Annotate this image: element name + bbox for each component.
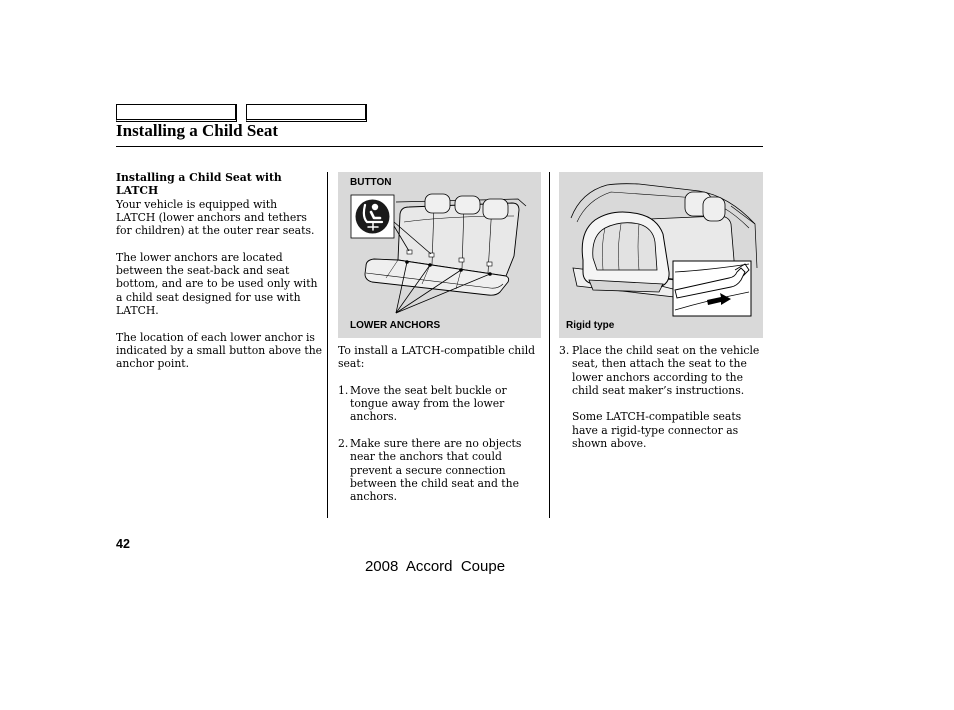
step-text-line: lower anchors according to the (572, 370, 744, 384)
paragraph-line: bottom, and are to be used only with (116, 277, 318, 291)
step-text-line: tongue away from the lower (350, 397, 505, 411)
note-line: have a rigid-type connector as (572, 423, 739, 437)
rigid-type-figure (559, 172, 763, 338)
paragraph-lower-anchors (116, 251, 322, 317)
step-text-line: anchors. (350, 490, 398, 504)
step-number: 2. (338, 437, 349, 451)
headrest-left (425, 194, 450, 213)
headrest-right (483, 199, 508, 219)
heading-line: LATCH (116, 184, 159, 198)
paragraph-anchor-location (116, 331, 322, 371)
headrest (703, 197, 725, 221)
anchor-button-mark (459, 258, 464, 262)
install-intro (338, 344, 535, 371)
anchor-button-mark (429, 253, 434, 257)
page-title: Installing a Child Seat (116, 121, 279, 140)
child-seat-anchor-icon (356, 200, 390, 234)
paragraph-line: anchor point. (116, 357, 190, 371)
icon-child-head (372, 204, 378, 210)
step-text-line: Place the child seat on the vehicle (572, 344, 760, 357)
note-line: Some LATCH-compatible seats (572, 410, 742, 424)
heading-line: Installing a Child Seat with (116, 171, 282, 184)
nav-tab-1[interactable] (116, 104, 237, 122)
step-text-line: between the child seat and the (350, 476, 519, 490)
step-text-line: seat, then attach the seat to the (572, 357, 747, 371)
publication-footer: 2008 Accord Coupe (364, 558, 506, 575)
nav-tab-2[interactable] (246, 104, 367, 122)
section-heading (116, 171, 322, 198)
step-text-line: prevent a secure connection (350, 463, 506, 477)
note-line: shown above. (572, 437, 647, 451)
step-2 (338, 437, 535, 503)
rigid-latch-illustration (559, 172, 763, 338)
child-seat (582, 212, 669, 292)
rear-seat-illustration (338, 172, 541, 338)
figure-label-lower-anchors: LOWER ANCHORS (350, 320, 441, 331)
paragraph-line: The lower anchors are located (116, 250, 283, 264)
intro-line: To install a LATCH-compatible child (338, 344, 536, 357)
paragraph-line: indicated by a small button above the (116, 343, 323, 357)
paragraph-line: LATCH (lower anchors and tethers (116, 210, 307, 224)
column-divider-left (327, 172, 328, 518)
paragraph-line: LATCH. (116, 303, 159, 317)
lower-anchors-figure (338, 172, 541, 338)
paragraph-line: a child seat designed for use with (116, 290, 301, 304)
step-text-line: anchors. (350, 410, 398, 424)
step-text-line: Move the seat belt buckle or (350, 383, 507, 397)
step-text-line: child seat maker’s instructions. (572, 383, 745, 397)
title-rule (116, 146, 763, 147)
column-divider-right (549, 172, 550, 518)
figure-label-button: BUTTON (350, 177, 392, 188)
paragraph-line: The location of each lower anchor is (116, 330, 315, 344)
anchor-button-mark (407, 250, 412, 254)
left-column (116, 171, 322, 370)
step-number: 1. (338, 383, 349, 397)
step-number: 3. (559, 344, 570, 357)
paragraph-line: Your vehicle is equipped with (116, 197, 278, 211)
rigid-connector-note (559, 410, 759, 450)
paragraph-latch-equipped (116, 198, 322, 238)
page-number: 42 (116, 537, 130, 551)
step-1 (338, 384, 535, 424)
step-text-line: near the anchors that could (350, 450, 502, 464)
middle-column (338, 344, 535, 504)
figure-label-rigid-type: Rigid type (566, 320, 615, 331)
right-column (559, 344, 759, 450)
paragraph-line: for children) at the outer rear seats. (116, 224, 315, 238)
step-3 (559, 344, 759, 397)
anchor-button-mark (487, 262, 492, 266)
intro-line: seat: (338, 357, 365, 371)
paragraph-line: between the seat-back and seat (116, 264, 290, 278)
step-text-line: Make sure there are no objects (350, 437, 522, 451)
headrest-center (455, 196, 480, 214)
